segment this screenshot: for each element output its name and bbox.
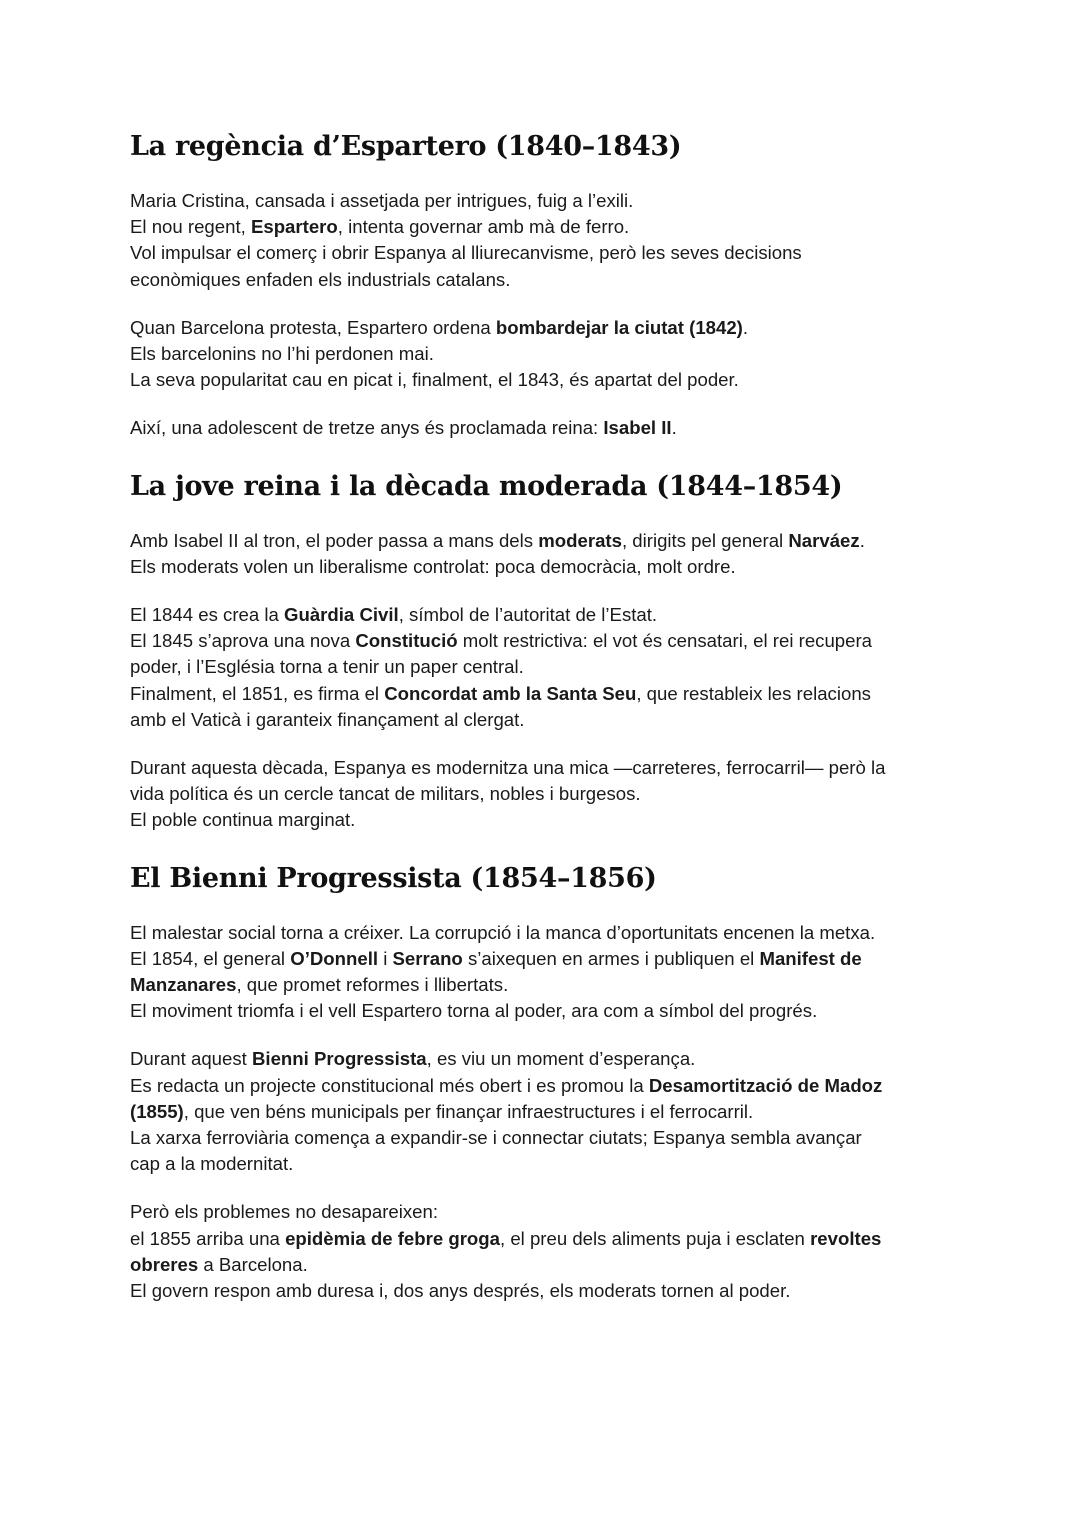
text-line: El malestar social torna a créixer. La corrupció i la manca d’oportunitats encenen la metxa. — [130, 921, 876, 943]
text-line: amb el Vaticà i garanteix finançament al clergat. — [130, 708, 525, 730]
text-line: econòmiques enfaden els industrials catalans. — [130, 268, 511, 290]
text-line: (1855), que ven béns municipals per finançar infraestructures i el ferrocarril. — [130, 1100, 754, 1122]
paragraph — [130, 920, 950, 1025]
paragraph — [130, 602, 950, 733]
text-line: Així, una adolescent de tretze anys és proclamada reina: Isabel II. — [130, 417, 677, 439]
text-line: El govern respon amb duresa i, dos anys després, els moderats tornen al poder. — [130, 1280, 791, 1302]
text-line: cap a la modernitat. — [130, 1153, 294, 1175]
text-line: el 1855 arriba una epidèmia de febre groga, el preu dels aliments puja i esclaten revoltes — [130, 1227, 882, 1249]
paragraph — [130, 1046, 950, 1177]
paragraph — [130, 755, 950, 834]
text-line: Vol impulsar el comerç i obrir Espanya al lliurecanvisme, però les seves decisions — [130, 242, 802, 264]
text-line: El nou regent, Espartero, intenta governar amb mà de ferro. — [130, 216, 630, 238]
text-line: Amb Isabel II al tron, el poder passa a mans dels moderats, dirigits pel general Narváez. — [130, 529, 865, 551]
text-line: El moviment triomfa i el vell Espartero torna al poder, ara com a símbol del progrés. — [130, 1000, 818, 1022]
text-line: Durant aquesta dècada, Espanya es modernitza una mica —carreteres, ferrocarril— però la — [130, 757, 886, 779]
text-line: Durant aquest Bienni Progressista, es viu un moment d’esperança. — [130, 1048, 696, 1070]
text-line: Els barcelonins no l’hi perdonen mai. — [130, 343, 434, 365]
text-line: La xarxa ferroviària comença a expandir-se i connectar ciutats; Espanya sembla avançar — [130, 1127, 862, 1149]
text-line: Manzanares, que promet reformes i llibertats. — [130, 974, 509, 996]
text-line: El poble continua marginat. — [130, 809, 356, 831]
paragraph — [130, 1199, 950, 1304]
section-heading: La jove reina i la dècada moderada (1844–1854) — [130, 470, 843, 502]
text-line: Quan Barcelona protesta, Espartero ordena bombardejar la ciutat (1842). — [130, 316, 749, 338]
text-line: Però els problemes no desapareixen: — [130, 1201, 439, 1223]
paragraph — [130, 188, 950, 293]
text-line: El 1844 es crea la Guàrdia Civil, símbol de l’autoritat de l’Estat. — [130, 604, 658, 626]
text-line: obreres a Barcelona. — [130, 1253, 308, 1275]
text-line: vida política és un cercle tancat de militars, nobles i burgesos. — [130, 783, 641, 805]
document-page — [130, 128, 950, 1304]
text-line: La seva popularitat cau en picat i, finalment, el 1843, és apartat del poder. — [130, 369, 739, 391]
text-line: Els moderats volen un liberalisme controlat: poca democràcia, molt ordre. — [130, 555, 736, 577]
text-line: El 1854, el general O’Donnell i Serrano s’aixequen en armes i publiquen el Manifest de — [130, 947, 862, 969]
text-line: poder, i l’Església torna a tenir un paper central. — [130, 656, 524, 678]
paragraph — [130, 528, 950, 580]
text-line: Finalment, el 1851, es firma el Concordat amb la Santa Seu, que restableix les relacions — [130, 682, 871, 704]
paragraph — [130, 315, 950, 394]
section-heading: La regència d’Espartero (1840–1843) — [130, 131, 682, 162]
text-line: Es redacta un projecte constitucional més obert i es promou la Desamortització de Madoz — [130, 1074, 883, 1096]
text-line: Maria Cristina, cansada i assetjada per intrigues, fuig a l’exili. — [130, 190, 634, 211]
paragraph — [130, 415, 950, 441]
text-line: El 1845 s’aprova una nova Constitució molt restrictiva: el vot és censatari, el rei recupera — [130, 630, 873, 652]
section-heading: El Bienni Progressista (1854–1856) — [130, 862, 657, 894]
